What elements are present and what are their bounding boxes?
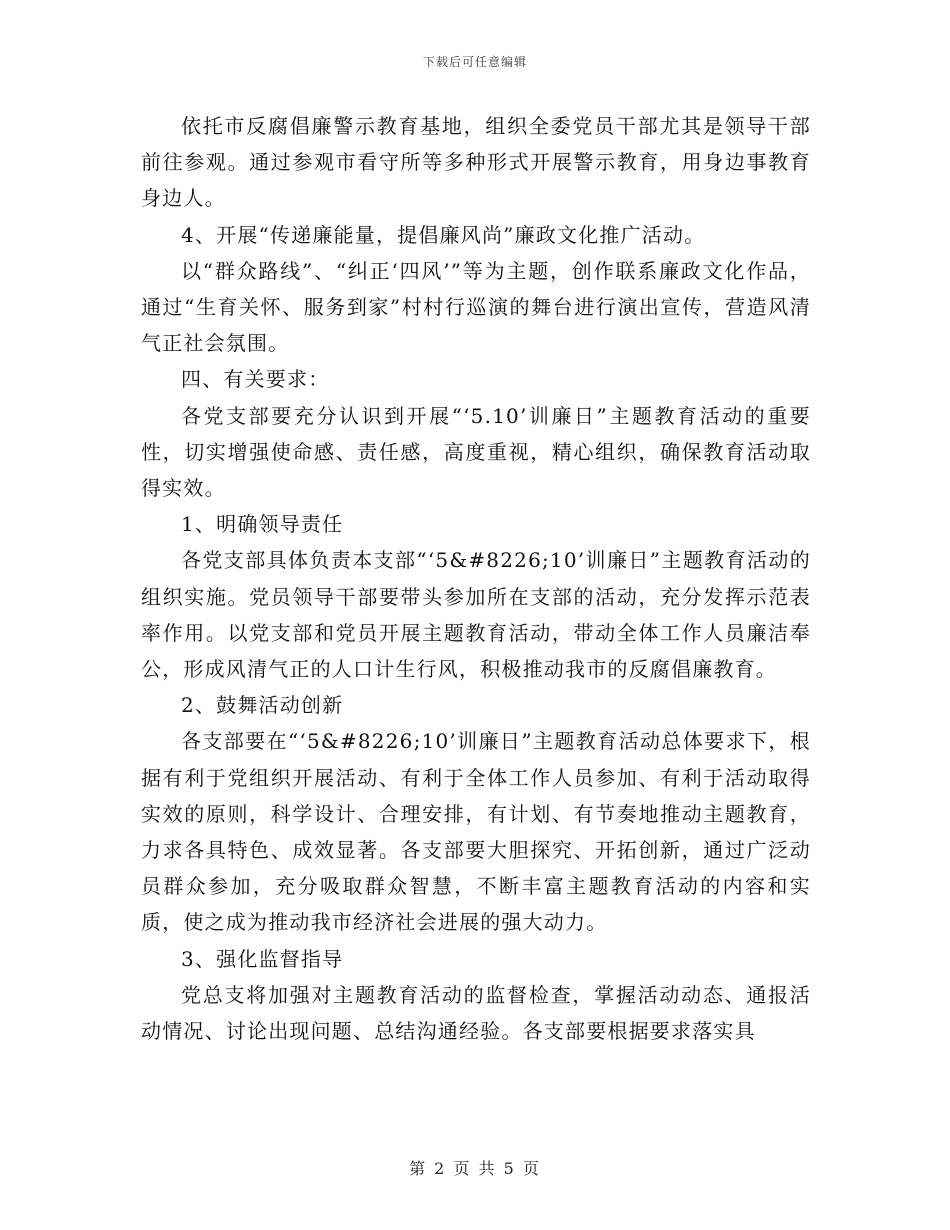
paragraph: 各党支部具体负责本支部“‘5&#8226;10’训廉日”主题教育活动的组织实施。党员领导干部要带头参加所在支部的活动，充分发挥示范表率作用。以党支部和党员开展主题教育活动，带动全体工作人员廉洁奉公，形成风清气正的人口计生行风，积极推动我市的反腐倡廉教育。 [141,548,811,682]
subheading: 3、强化监督指导 [181,946,344,971]
page-number: 第 2 页 共 5 页 [409,1159,541,1178]
paragraph: 以“群众路线”、“纠正‘四风’”等为主题，创作联系廉政文化作品，通过“生育关怀、服务到家”村村行巡演的舞台进行演出宣传，营造风清气正社会氛围。 [141,258,811,356]
paragraph: 4、开展“传递廉能量，提倡廉风尚”廉政文化推广活动。 [181,222,706,247]
subheading: 1、明确领导责任 [181,512,344,537]
section-heading: 四、有关要求： [181,367,330,392]
header-note: 下载后可任意编辑 [422,55,527,69]
paragraph: 党总支将加强对主题教育活动的监督检查，掌握活动动态、通报活动情况、讨论出现问题、总结沟通经验。各支部要根据要求落实具 [141,982,811,1044]
paragraph: 各党支部要充分认识到开展“‘5.10’训廉日”主题教育活动的重要性，切实增强使命感、责任感，高度重视，精心组织，确保教育活动取得实效。 [141,403,811,501]
paragraph: 依托市反腐倡廉警示教育基地，组织全委党员干部尤其是领导干部前往参观。通过参观市看守所等多种形式开展警示教育，用身边事教育身边人。 [141,114,811,211]
paragraph: 各支部要在“‘5&#8226;10’训廉日”主题教育活动总体要求下，根据有利于党组织开展活动、有利于全体工作人员参加、有利于活动取得实效的原则，科学设计、合理安排，有计划、有节奏地推动主题教育，力求各具特色、成效显著。各支部要大胆探究、开拓创新，通过广泛动员群众参加，充分吸取群众智慧，不断丰富主题教育活动的内容和实质，使之成为推动我市经济社会进展的强大动力。 [141,729,811,935]
document-body [141,108,811,1049]
subheading: 2、鼓舞活动创新 [181,693,344,718]
